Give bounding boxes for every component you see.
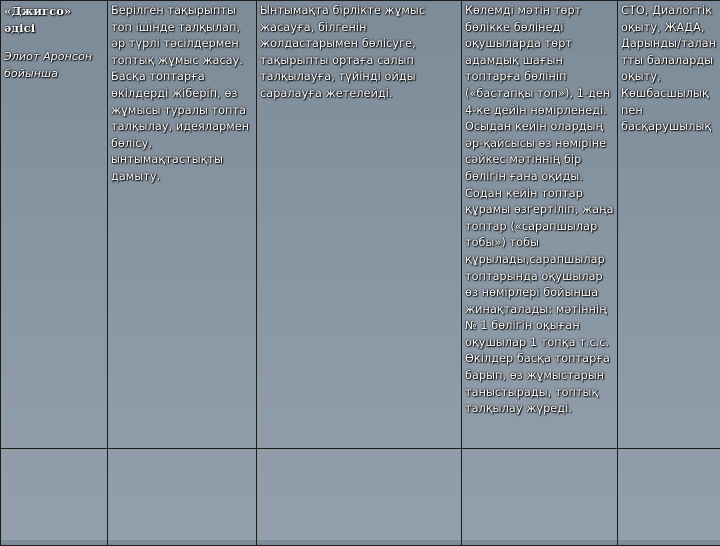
- empty-cell: [618, 449, 720, 546]
- procedure-cell: [462, 1, 618, 449]
- modules-cell: [618, 1, 720, 449]
- description-cell: [108, 1, 257, 449]
- goal-cell: [257, 1, 462, 449]
- empty-cell: [462, 449, 618, 546]
- empty-cell: [108, 449, 257, 546]
- method-author: Элиот Аронсон бойынша: [4, 48, 104, 82]
- description-text: Берілген тақырыпты топ ішінде талқылап, әр түрлі тәсілдермен топтық жұмыс жасау. Басқа топтарға өкілдерді жіберіп, өз жұмысы туралы топта талқылау, идеялармен бөлісу, ынтымақтастықты дамыту.: [111, 3, 253, 186]
- method-name-cell: [1, 1, 108, 449]
- method-title: «Джигсо» әдісі: [4, 3, 104, 36]
- table-row: [1, 1, 720, 449]
- goal-text: Ынтымақта бірлікте жұмыс жасауға, білгенін жолдастарымен бөлісуге, тақырыпты ортаға салып талқылауға, түйінді ойды саралауға жетелейді.: [260, 3, 458, 103]
- procedure-text: Көлемді мәтін төрт бөлікке бөлінеді оқушыларда төрт адамдық шағын топтарға бөлініп («бастапқы топ»), 1-ден 4-ке дейін нөмірленеді. Осыдан кейін олардың әр-қайсысы өз нөміріне сәйкес мәтіннің бір бөлігін ғана оқиды. Содан кейін топтар құрамы өзгертіліп, жаңа топтар («сарапшылар тобы») тобы құрылады,сарапшылар топтарында оқушылар өз нөмірлері бойынша жинақталады: мәтіннің № 1 бөлігін оқыған оқушылар 1 топқа т.с.с. Өкілдер басқа топтарға барып, өз жұмыстарын таныстырады, топтық талқылау жүреді.: [465, 3, 614, 418]
- table-row-empty: [1, 449, 720, 546]
- modules-text: СТО, Диалогтік оқыту, ЖАДА, Дарынды/талан тты балаларды оқыту, Көшбасшылық пен басқарушылық: [621, 3, 717, 136]
- empty-cell: [257, 449, 462, 546]
- empty-cell: [1, 449, 108, 546]
